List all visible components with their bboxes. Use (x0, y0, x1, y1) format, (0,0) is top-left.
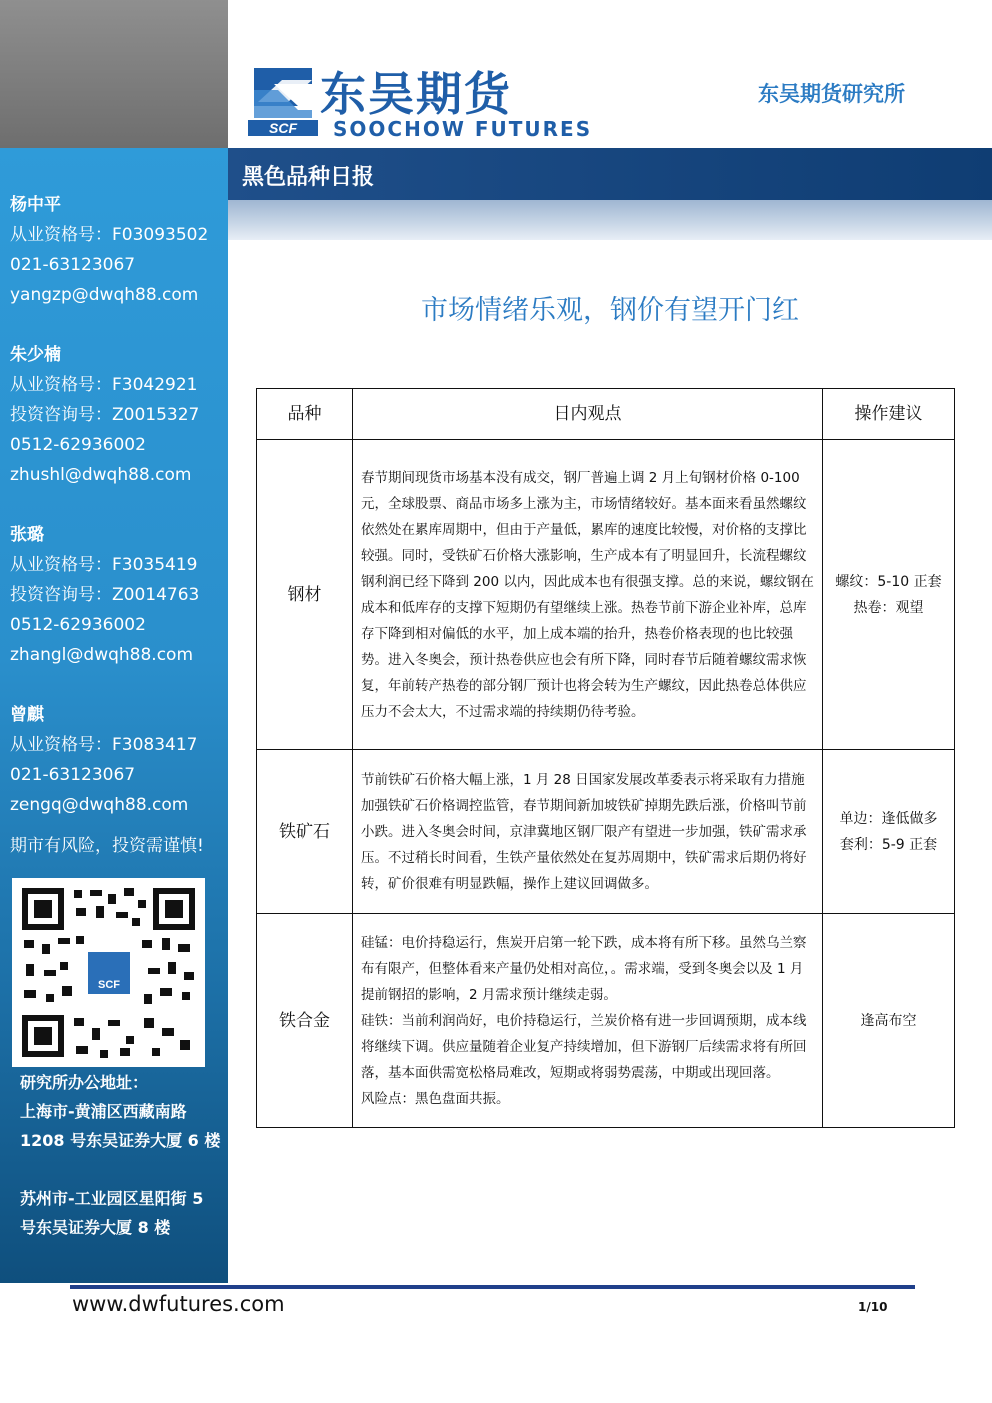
brand-logo-icon (248, 62, 318, 140)
address-spacer (20, 1155, 220, 1184)
category-cell: 铁矿石 (257, 750, 353, 914)
contact-name: 曾麒 (10, 705, 44, 725)
contact-email[interactable]: zengq@dwqh88.com (10, 795, 189, 815)
contact-card (10, 520, 199, 670)
advice-line: 热卷：观望 (853, 599, 924, 616)
contact-card (10, 190, 208, 310)
brand-name-cn: 东吴期货 (320, 67, 512, 121)
advice-cell (823, 914, 955, 1128)
advice-line: 逢高布空 (860, 1012, 917, 1029)
qr-code-icon (12, 878, 205, 1067)
view-cell: 春节期间现货市场基本没有成交，钢厂普遍上调 2 月上旬钢材价格 0-100 元，全球股票、商品市场多上涨为主，市场情绪较好。基本面来看虽然螺纹依然处在累库周期中，但由于产量低，累库的速度比较慢，对价格的支撑比较强。同时，受铁矿石价格大涨影响，生产成本有了明显回升，长流程螺纹钢利润已经下降到 200 以内，因此成本也有很强支撑。总的来说，螺纹钢在成本和低库存的支撑下短期仍有望继续上涨。热卷节前下游企业补库，总库存下降到相对偏低的水平，加上成本端的抬升，热卷价格表现的也比较强势。进入冬奥会，预计热卷供应也会有所下降，同时春节后随着螺纹需求恢复，年前转产热卷的部分钢厂预计也将会转为生产螺纹，因此热卷总体供应压力不会太大，不过需求端的持续期仍待考验。 (353, 440, 823, 750)
category-cell: 钢材 (257, 440, 353, 750)
analysis-table (256, 388, 955, 1128)
advice-line: 螺纹：5-10 正套 (835, 573, 942, 590)
risk-warning: 期市有风险，投资需谨慎! (10, 836, 204, 856)
column-header: 操作建议 (823, 389, 955, 440)
address-line: 号东吴证券大厦 8 楼 (20, 1218, 171, 1237)
contact-email[interactable]: yangzp@dwqh88.com (10, 285, 199, 305)
contact-line: 投资咨询号：Z0015327 (10, 405, 200, 425)
address-line: 上海市-黄浦区西藏南路 (20, 1102, 187, 1121)
page-title: 市场情绪乐观，钢价有望开门红 (421, 295, 799, 326)
view-paragraph: 硅锰：电价持稳运行，焦炭开启第一轮下跌，成本将有所下移。虽然乌兰察布有限产，但整体看来产量仍处相对高位，。需求端，受到冬奥会以及 1 月提前钢招的影响，2 月需求预计继续走弱。 (361, 934, 807, 1003)
contact-name: 张璐 (10, 525, 44, 545)
contact-phone: 0512-62936002 (10, 615, 146, 635)
report-type-banner (228, 148, 992, 200)
address-title: 研究所办公地址： (20, 1073, 149, 1092)
contact-line: 投资咨询号：Z0014763 (10, 585, 200, 605)
contact-line: 从业资格号：F3042921 (10, 375, 198, 395)
qr-logo-text: SCF (98, 979, 120, 991)
contact-card (10, 340, 199, 490)
contact-email[interactable]: zhangl@dwqh88.com (10, 645, 194, 665)
footer-divider (70, 1285, 915, 1289)
view-cell (353, 914, 823, 1128)
footer-website-link[interactable]: www.dwfutures.com (72, 1292, 285, 1316)
contact-card (10, 700, 198, 820)
table-row (257, 914, 955, 1128)
advice-line: 套利：5-9 正套 (839, 836, 938, 853)
view-paragraph: 硅铁：当前利润尚好，电价持稳运行，兰炭价格有进一步回调预期，成本线将继续下调。供应量随着企业复产持续增加，但下游钢厂后续需求将有所回落，基本面供需宽松格局难改，短期或将弱势震荡，中期或出现回落。 (361, 1012, 807, 1081)
office-address (20, 1068, 220, 1242)
institute-name: 东吴期货研究所 (758, 82, 905, 106)
column-header: 日内观点 (353, 389, 823, 440)
brand-name-en: SOOCHOW FUTURES (333, 117, 593, 141)
contact-phone: 021-63123067 (10, 255, 136, 275)
contact-name: 杨中平 (10, 195, 61, 215)
contact-line: 从业资格号：F3083417 (10, 735, 198, 755)
advice-cell (823, 750, 955, 914)
contact-name: 朱少楠 (10, 345, 61, 365)
address-line: 苏州市-工业园区星阳街 5 (20, 1189, 204, 1208)
contact-email[interactable]: zhushl@dwqh88.com (10, 465, 192, 485)
contact-phone: 021-63123067 (10, 765, 136, 785)
column-header: 品种 (257, 389, 353, 440)
contact-line: 从业资格号：F03093502 (10, 225, 209, 245)
page-number: 1/10 (858, 1300, 888, 1314)
category-cell: 铁合金 (257, 914, 353, 1128)
view-paragraph: 风险点：黑色盘面共振。 (361, 1090, 510, 1107)
table-row (257, 750, 955, 914)
advice-line: 单边：逢低做多 (839, 810, 938, 827)
table-header-row (257, 389, 955, 440)
view-cell: 节前铁矿石价格大幅上涨，1 月 28 日国家发展改革委表示将采取有力措施加强铁矿石价格调控监管，春节期间新加坡铁矿掉期先跌后涨，价格叫节前小跌。进入冬奥会时间，京津冀地区钢厂限产有望进一步加强，铁矿需求承压。不过稍长时间看，生铁产量依然处在复苏周期中，铁矿需求后期仍将好转，矿价很难有明显跌幅，操作上建议回调做多。 (353, 750, 823, 914)
report-type: 黑色品种日报 (242, 165, 375, 190)
table-row (257, 440, 955, 750)
advice-cell (823, 440, 955, 750)
contact-line: 从业资格号：F3035419 (10, 555, 198, 575)
address-line: 1208 号东吴证券大厦 6 楼 (20, 1131, 221, 1150)
contact-phone: 0512-62936002 (10, 435, 146, 455)
logo-text: SCF (269, 120, 297, 136)
banner-gradient-strip (228, 200, 992, 240)
sidebar-header-block (0, 0, 228, 148)
